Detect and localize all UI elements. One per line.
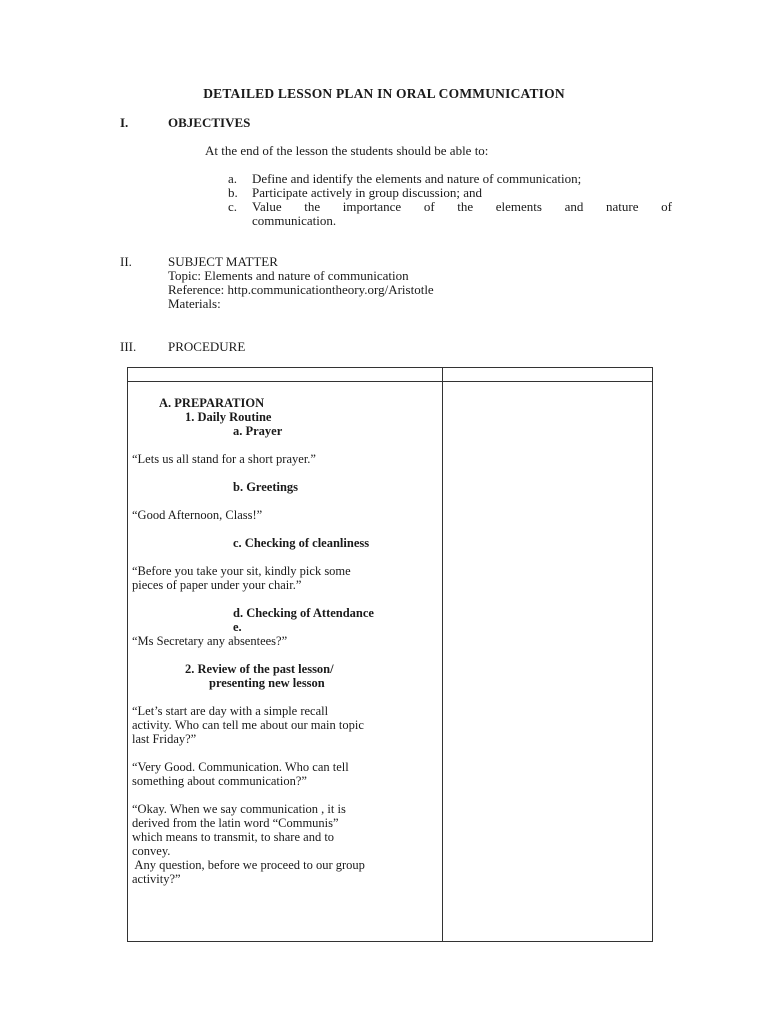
procedure-table xyxy=(127,367,653,942)
prayer-heading: a. Prayer xyxy=(233,424,283,438)
objective-c-word: of xyxy=(661,199,672,214)
objective-a-text: Define and identify the elements and nature of communication; xyxy=(252,171,582,186)
objective-c-word: the xyxy=(457,199,474,214)
attendance-text: “Ms Secretary any absentees?” xyxy=(132,634,288,648)
recall-text-line: “Let’s start are day with a simple recall xyxy=(132,704,329,718)
objective-letter-a: a. xyxy=(228,171,238,186)
subject-reference: Reference: http.communicationtheory.org/Aristotle xyxy=(168,282,434,297)
greetings-heading: b. Greetings xyxy=(233,480,299,494)
table-header-row xyxy=(128,368,653,382)
okay-text-line: activity?” xyxy=(132,872,181,886)
objective-c-word: elements xyxy=(495,199,542,214)
subject-materials: Materials: xyxy=(168,296,221,311)
cleanliness-text-line2: pieces of paper under your chair.” xyxy=(132,578,302,592)
section-numeral-3: III. xyxy=(120,339,137,354)
objective-c-word: importance xyxy=(342,199,402,214)
okay-text-line: “Okay. When we say communication , it is xyxy=(132,802,346,816)
subject-topic: Topic: Elements and nature of communication xyxy=(168,268,409,283)
cleanliness-text-line1: “Before you take your sit, kindly pick some xyxy=(132,564,351,578)
objective-letter-b: b. xyxy=(228,185,238,200)
verygood-text-line: “Very Good. Communication. Who can tell xyxy=(132,760,349,774)
objective-c-word: of xyxy=(423,199,435,214)
recall-text-line: last Friday?” xyxy=(132,732,197,746)
objective-c-word: the xyxy=(304,199,321,214)
recall-text-line: activity. Who can tell me about our main topic xyxy=(132,718,364,732)
okay-text-line: derived from the latin word “Communis” xyxy=(132,816,339,830)
objectives-intro: At the end of the lesson the students should be able to: xyxy=(205,143,489,158)
objectives-heading: OBJECTIVES xyxy=(168,115,251,130)
section-numeral-2: II. xyxy=(120,254,132,269)
okay-text-line: Any question, before we proceed to our group xyxy=(132,858,365,872)
objective-c-word: Value xyxy=(252,199,282,214)
daily-routine-heading: 1. Daily Routine xyxy=(185,410,272,424)
prayer-text: “Lets us all stand for a short prayer.” xyxy=(132,452,316,466)
section-numeral-1: I. xyxy=(120,115,129,130)
cleanliness-heading: c. Checking of cleanliness xyxy=(233,536,370,550)
greetings-text: “Good Afternoon, Class!” xyxy=(132,508,263,522)
objective-c-word: and xyxy=(564,199,584,214)
student-activity-header-cell xyxy=(443,368,653,382)
review-heading-line2: presenting new lesson xyxy=(209,676,325,690)
document-title: DETAILED LESSON PLAN IN ORAL COMMUNICATION xyxy=(203,86,565,101)
verygood-text-line: something about communication?” xyxy=(132,774,307,788)
okay-text-line: which means to transmit, to share and to xyxy=(132,830,335,844)
objective-letter-c: c. xyxy=(228,199,238,214)
attendance-heading: d. Checking of Attendance xyxy=(233,606,374,620)
okay-text-line: convey. xyxy=(132,844,171,858)
objective-c-text-line1 xyxy=(252,200,672,214)
review-heading-line1: 2. Review of the past lesson/ xyxy=(185,662,334,676)
objective-b-text: Participate actively in group discussion; and xyxy=(252,185,482,200)
objective-c-word: nature xyxy=(605,199,639,214)
teacher-activity-header-cell xyxy=(128,368,443,382)
subject-matter-heading: SUBJECT MATTER xyxy=(168,254,278,269)
teacher-activity-cell xyxy=(128,382,443,942)
item-e-label: e. xyxy=(233,620,242,634)
preparation-heading: A. PREPARATION xyxy=(159,396,265,410)
objective-c-text-line2: communication. xyxy=(252,213,337,228)
student-activity-cell xyxy=(443,382,653,942)
procedure-heading: PROCEDURE xyxy=(168,339,246,354)
table-row xyxy=(128,382,653,942)
